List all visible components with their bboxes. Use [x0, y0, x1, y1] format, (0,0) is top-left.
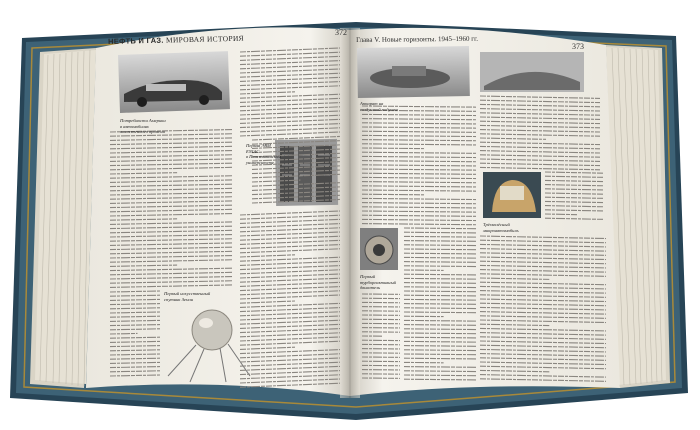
- caption-engine: [360, 274, 396, 291]
- caption-line: ENIAC: [246, 149, 281, 155]
- gutter-shadow: [340, 28, 360, 398]
- caption-computer: [246, 143, 281, 165]
- caption-line: двигатель: [360, 285, 396, 291]
- caption-cadillac: [120, 118, 166, 135]
- caption-line: воздушной подушке: [360, 107, 398, 113]
- caption-line: Аппарат на: [360, 101, 398, 107]
- photo-cadillac: [118, 51, 230, 113]
- header-section: НЕФТЬ И ГАЗ.: [108, 36, 164, 46]
- caption-line: Первый: [360, 274, 396, 280]
- caption-line: послевоенного времени: [120, 129, 166, 135]
- photo-engine: [360, 228, 398, 270]
- caption-line: спутник Земли: [164, 297, 210, 303]
- caption-hovercraft: [360, 101, 398, 112]
- caption-bubble-car: [483, 222, 519, 233]
- photo-hovercraft: [357, 46, 470, 98]
- photo-bubble-car: [483, 172, 541, 218]
- caption-line: в Пенсильванском: [246, 154, 281, 160]
- photo-wide: [480, 52, 584, 92]
- caption-line: турбореактивный: [360, 280, 396, 286]
- right-running-header: Глава V. Новые горизонты. 1945–1960 гг.: [356, 35, 478, 44]
- text-line: [110, 333, 138, 334]
- caption-line: Трёхколёсный: [483, 222, 519, 228]
- text-line: [545, 214, 577, 215]
- caption-line: микроавтомобиль: [483, 228, 519, 234]
- text-line: [362, 194, 425, 195]
- page-stack-left: [30, 48, 96, 388]
- caption-line: Первый искусственный: [164, 291, 210, 297]
- caption-line: Потребности Америки: [120, 118, 166, 124]
- right-page-number: 373: [572, 42, 584, 51]
- text-line: [362, 148, 425, 149]
- caption-sputnik: [164, 291, 210, 302]
- caption-line: Первая ЭВМ: [246, 143, 281, 149]
- left-page-number: 372: [335, 28, 347, 37]
- caption-line: в автомобилях: [120, 124, 166, 130]
- header-subtitle: МИРОВАЯ ИСТОРИЯ: [166, 34, 244, 45]
- caption-line: университете: [246, 160, 281, 166]
